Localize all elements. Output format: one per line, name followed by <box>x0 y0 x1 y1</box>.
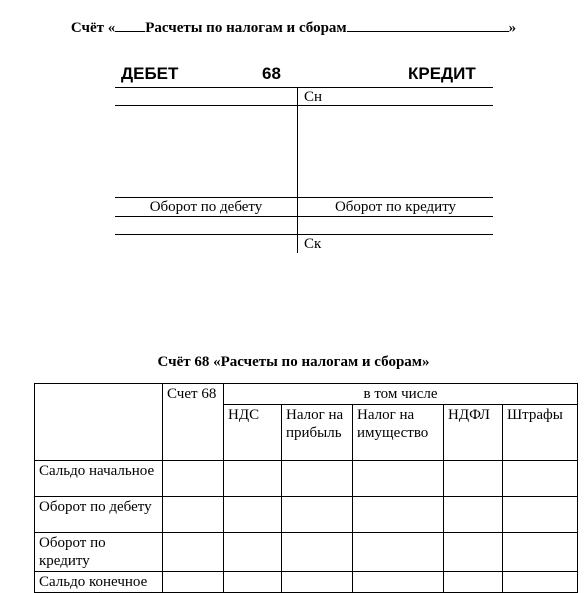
table-cell <box>224 461 282 497</box>
header-blank-cell <box>35 384 163 461</box>
table-row <box>35 497 578 533</box>
table-cell <box>503 497 578 533</box>
table-cell <box>503 533 578 572</box>
row-label: Оборот по дебету <box>35 497 163 533</box>
subcolumn-header: НДС <box>224 405 282 461</box>
subcolumn-header: НДФЛ <box>444 405 503 461</box>
credit-label: КРЕДИТ <box>408 64 476 83</box>
table-cell <box>282 572 353 593</box>
t-account-line-4 <box>115 216 493 217</box>
table-cell <box>163 572 224 593</box>
table-cell <box>353 461 444 497</box>
subcolumn-header: Налог на прибыль <box>282 405 353 461</box>
table-cell <box>282 497 353 533</box>
table-cell <box>353 572 444 593</box>
debit-turnover-label: Оборот по дебету <box>149 199 263 215</box>
subcolumn-header: Налог на имущество <box>353 405 444 461</box>
t-account-title <box>0 18 587 38</box>
table-row <box>35 572 578 593</box>
debit-label: ДЕБЕТ <box>121 64 179 83</box>
title-account-name: Расчеты по налогам и сборам <box>145 20 347 36</box>
closing-balance-label: Ск <box>304 236 322 252</box>
table-row <box>35 461 578 497</box>
account-number: 68 <box>262 64 281 83</box>
table-cell <box>353 497 444 533</box>
table-cell <box>444 533 503 572</box>
table-cell <box>503 461 578 497</box>
table-cell <box>444 461 503 497</box>
title-blank-left <box>115 19 145 32</box>
title-suffix: » <box>508 20 517 36</box>
table-cell <box>282 533 353 572</box>
opening-balance-label: Сн <box>304 89 323 105</box>
table-row <box>35 533 578 572</box>
header-account-cell: Счет 68 <box>163 384 224 461</box>
table-cell <box>224 572 282 593</box>
row-label: Сальдо начальное <box>35 461 163 497</box>
t-account-center-line <box>297 87 298 253</box>
account-68-table <box>34 383 578 593</box>
header-including-cell: в том числе <box>224 384 578 405</box>
table-cell <box>353 533 444 572</box>
table-cell <box>163 533 224 572</box>
credit-turnover-label: Оборот по кредиту <box>334 199 457 215</box>
title-blank-right <box>347 19 509 32</box>
table-title: Счёт 68 «Расчеты по налогам и сборам» <box>157 354 430 370</box>
table-cell <box>444 572 503 593</box>
subcolumn-header: Штрафы <box>503 405 578 461</box>
table-cell <box>163 461 224 497</box>
row-label: Сальдо конечное <box>35 572 163 593</box>
table-cell <box>224 497 282 533</box>
title-prefix: Счёт « <box>70 20 116 36</box>
table-cell <box>282 461 353 497</box>
row-label: Оборот по кредиту <box>35 533 163 572</box>
table-cell <box>503 572 578 593</box>
table-cell <box>163 497 224 533</box>
table-cell <box>444 497 503 533</box>
table-cell <box>224 533 282 572</box>
